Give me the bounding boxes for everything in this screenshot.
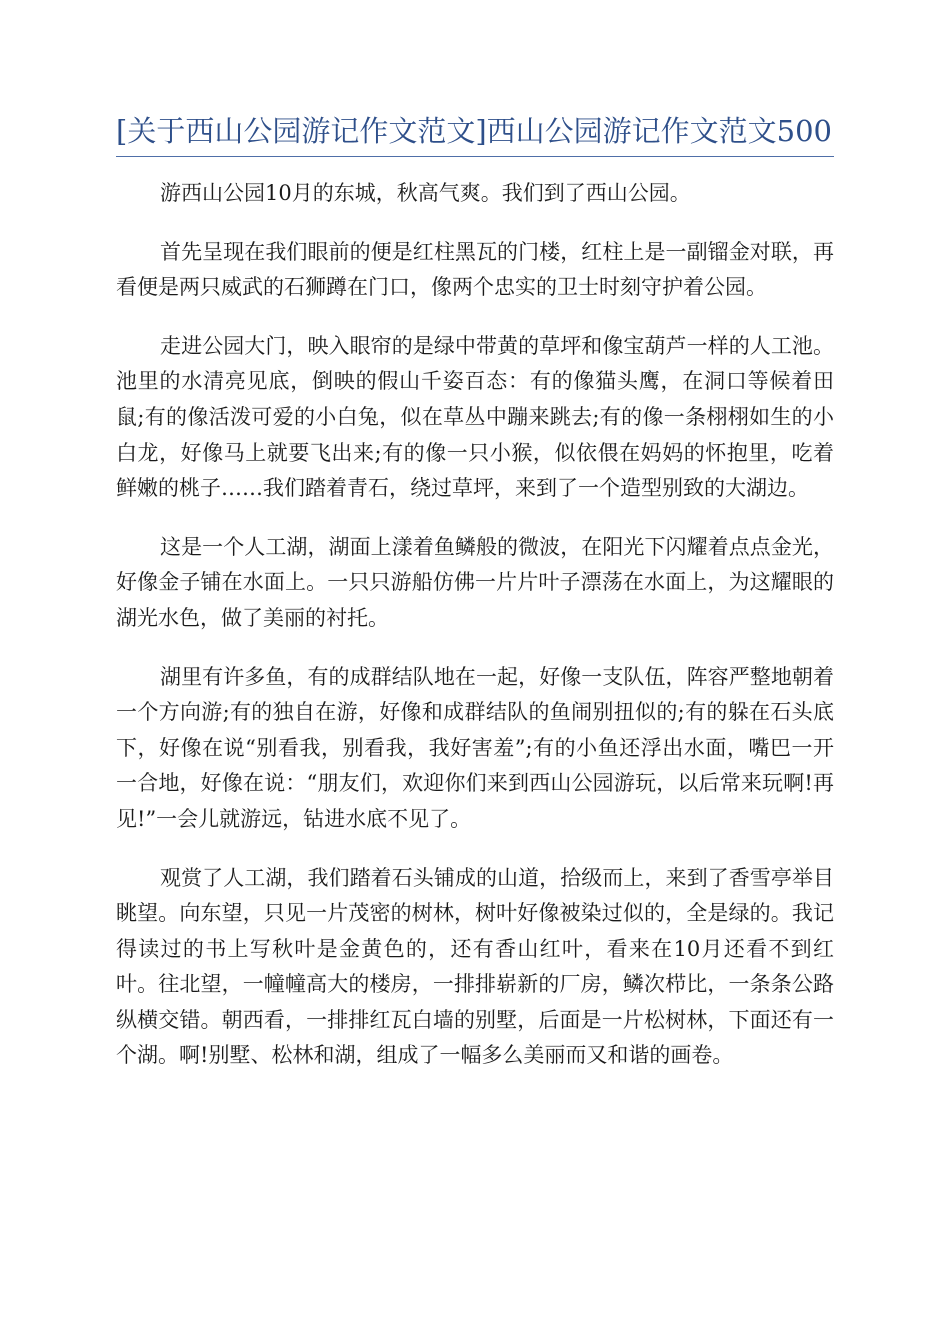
document-body [116,176,834,1097]
paragraph: 走进公园大门，映入眼帘的是绿中带黄的草坪和像宝葫芦一样的人工池。池里的水清亮见底，倒映的假山千姿百态：有的像猫头鹰，在洞口等候着田鼠;有的像活泼可爱的小白兔，似在草丛中蹦来跳去;有的像一条栩栩如生的小白龙，好像马上就要飞出来;有的像一只小猴，似依偎在妈妈的怀抱里，吃着鲜嫩的桃子……我们踏着青石，绕过草坪，来到了一个造型别致的大湖边。 [116,333,834,501]
document-title: [关于西山公园游记作文范文]西山公园游记作文范文500 [116,114,832,148]
paragraph: 这是一个人工湖，湖面上漾着鱼鳞般的微波，在阳光下闪耀着点点金光，好像金子铺在水面上。一只只游船仿佛一片片叶子漂荡在水面上，为这耀眼的湖光水色，做了美丽的衬托。 [116,534,834,630]
title-block [116,112,834,157]
paragraph: 湖里有许多鱼，有的成群结队地在一起，好像一支队伍，阵容严整地朝着一个方向游;有的独自在游，好像和成群结队的鱼闹别扭似的;有的躲在石头底下，好像在说“别看我，别看我，我好害羞”;有的小鱼还浮出水面，嘴巴一开一合地，好像在说：“朋友们，欢迎你们来到西山公园游玩，以后常来玩啊!再见!”一会儿就游远，钻进水底不见了。 [116,664,834,831]
paragraph: 首先呈现在我们眼前的便是红柱黑瓦的门楼，红柱上是一副镏金对联，再看便是两只威武的石狮蹲在门口，像两个忠实的卫士时刻守护着公园。 [116,239,834,300]
paragraph: 观赏了人工湖，我们踏着石头铺成的山道，拾级而上，来到了香雪亭举目眺望。向东望，只见一片茂密的树林，树叶好像被染过似的，全是绿的。我记得读过的书上写秋叶是金黄色的，还有香山红叶，看来在10月还看不到红叶。往北望，一幢幢高大的楼房，一排排崭新的厂房，鳞次栉比，一条条公路纵横交错。朝西看，一排排红瓦白墙的别墅，后面是一片松树林，下面还有一个湖。啊!别墅、松林和湖，组成了一幅多么美丽而又和谐的画卷。 [116,865,834,1068]
paragraph: 游西山公园10月的东城，秋高气爽。我们到了西山公园。 [160,181,691,205]
